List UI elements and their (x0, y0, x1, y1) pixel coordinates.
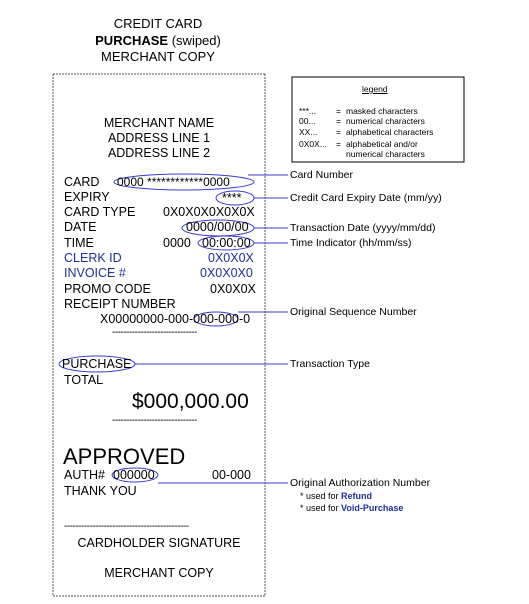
card-label: CARD (64, 175, 100, 189)
auth-value: 000000 (113, 468, 155, 482)
total-value: $000,000.00 (132, 390, 249, 413)
legend-desc: numerical characters (346, 116, 425, 126)
promo-value: 0X0X0X (210, 282, 256, 296)
refund-label: Refund (341, 491, 373, 501)
receipt-number-value: X00000000-000-000-000-0 (100, 312, 251, 326)
legend-sym: 00... (299, 116, 316, 126)
legend-eq: = (336, 139, 341, 149)
legend-sym: ***... (299, 106, 317, 116)
void-purchase-label: Void-Purchase (341, 503, 404, 513)
annotation-card-number: Card Number (290, 169, 354, 181)
date-value: 0000/00/00 (186, 220, 249, 234)
header-purchase: PURCHASE (95, 33, 169, 48)
divider-2: ------------------------------ (112, 415, 197, 426)
receipt-number-label: RECEIPT NUMBER (64, 297, 176, 311)
expiry-value: **** (222, 191, 242, 205)
annotation-sequence: Original Sequence Number (290, 306, 417, 318)
clerk-value: 0X0X0X (208, 251, 254, 265)
legend-eq: = (336, 116, 341, 126)
divider-1: ------------------------------ (112, 327, 197, 338)
invoice-value: 0X0X0X0 (200, 266, 253, 280)
header-swiped: (swiped) (168, 33, 221, 48)
legend-desc: numerical characters (346, 149, 425, 159)
transaction-type: PURCHASE (62, 357, 132, 371)
legend-eq: = (336, 106, 341, 116)
signature-line: -------------------------------------------- (64, 521, 189, 532)
legend-desc: alphabetical characters (346, 127, 434, 137)
card-value: 0000 ************0000 (117, 175, 230, 189)
legend-sym: XX... (299, 127, 318, 137)
annotation-void-note (300, 503, 403, 513)
card-type-label: CARD TYPE (64, 205, 136, 219)
legend-sym: 0X0X... (299, 139, 327, 149)
expiry-label: EXPIRY (64, 190, 110, 204)
cardholder-signature: CARDHOLDER SIGNATURE (77, 536, 241, 550)
annotation-auth-number: Original Authorization Number (290, 477, 431, 489)
merchant-name: MERCHANT NAME (103, 116, 215, 130)
legend-desc: masked characters (346, 106, 418, 116)
header-title: CREDIT CARD (113, 16, 203, 31)
thank-you: THANK YOU (64, 484, 137, 498)
legend-desc: alphabetical and/or (346, 139, 418, 149)
time-label: TIME (64, 236, 94, 250)
auth-label: AUTH# (64, 468, 105, 482)
address-line-2: ADDRESS LINE 2 (107, 146, 211, 160)
used-for-text: * used for (300, 491, 342, 501)
time-prefix: 0000 (163, 236, 191, 250)
address-line-1: ADDRESS LINE 1 (107, 131, 211, 145)
date-label: DATE (64, 220, 97, 234)
legend-eq: = (336, 127, 341, 137)
time-value: 00:00:00 (202, 236, 251, 250)
invoice-label: INVOICE # (64, 266, 126, 280)
header-copy: MERCHANT COPY (101, 49, 215, 64)
annotation-time: Time Indicator (hh/mm/ss) (290, 237, 412, 249)
auth-code: 00-000 (212, 468, 251, 482)
used-for-text: * used for (300, 503, 342, 513)
clerk-label: CLERK ID (64, 251, 122, 265)
annotation-transaction-date: Transaction Date (yyyy/mm/dd) (290, 222, 436, 234)
total-label: TOTAL (64, 373, 104, 387)
annotation-transaction-type: Transaction Type (290, 358, 370, 370)
annotation-refund-note (300, 491, 372, 501)
merchant-copy-footer: MERCHANT COPY (104, 566, 214, 580)
card-type-value: 0X0X0X0X0X0X (163, 205, 255, 219)
promo-label: PROMO CODE (64, 282, 151, 296)
legend-title: legend (362, 84, 388, 94)
annotation-expiry: Credit Card Expiry Date (mm/yy) (290, 192, 442, 204)
approved-status: APPROVED (63, 444, 186, 469)
